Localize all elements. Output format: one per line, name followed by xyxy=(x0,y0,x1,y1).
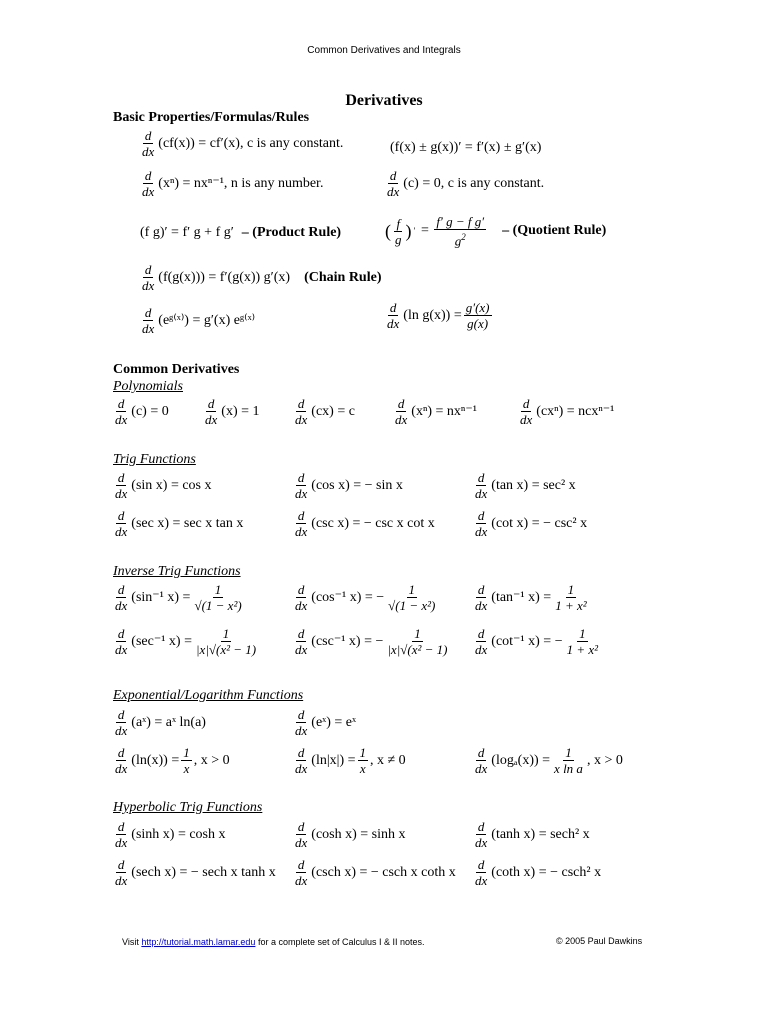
ddx-num: d xyxy=(297,626,305,641)
ddx-num: d xyxy=(477,745,485,760)
formula-text: (cos⁻¹ x) = − xyxy=(311,590,385,605)
trig-heading: Trig Functions xyxy=(113,452,196,467)
ddx-num: d xyxy=(522,396,530,411)
frac-num: 1 xyxy=(214,582,222,597)
ddx-den: dx xyxy=(475,835,488,850)
footer-visit: Visit xyxy=(122,937,139,947)
frac-den: 1 + x² xyxy=(566,642,599,657)
ddx-den: dx xyxy=(295,835,308,850)
page-title: Derivatives xyxy=(345,92,423,109)
deriv-xn xyxy=(393,396,477,427)
ddx-den: dx xyxy=(295,412,308,427)
rule-quotient: ( f g ) ′ = $\frac{\text{f′ g − f g′}}{g^2}$ – (Quotient Rule) xyxy=(385,214,607,249)
deriv-arcsec xyxy=(113,626,258,657)
frac-den: √(1 − x²) xyxy=(388,598,436,613)
ddx-den: dx xyxy=(142,278,155,293)
footer-rest: for a complete set of Calculus I & II notes. xyxy=(257,937,425,947)
frac-num: 1 xyxy=(565,745,572,760)
formula-text: (csc⁻¹ x) = − xyxy=(311,634,384,649)
ddx-den: dx xyxy=(295,723,308,738)
rule-constant-multiple xyxy=(140,128,343,159)
frac-den: |x|√(x² − 1) xyxy=(387,642,448,657)
ddx-den: dx xyxy=(115,412,128,427)
ddx-num: d xyxy=(297,745,305,760)
ddx-num: d xyxy=(477,508,485,523)
ddx-num: d xyxy=(297,582,305,597)
rule-product xyxy=(140,225,341,241)
deriv-ex xyxy=(293,707,356,738)
condition-text: , x > 0 xyxy=(586,752,623,768)
ddx-den: dx xyxy=(475,598,488,613)
ddx-den: dx xyxy=(115,723,128,738)
deriv-sin xyxy=(113,470,212,501)
deriv-coth xyxy=(473,857,601,888)
ddx-den: dx xyxy=(142,144,155,159)
ddx-den: dx xyxy=(475,524,488,539)
rule-label: – (Quotient Rule) xyxy=(502,223,607,239)
ddx-num: d xyxy=(477,819,485,834)
deriv-arcsin xyxy=(113,582,244,613)
ddx-num: d xyxy=(297,508,305,523)
deriv-arccos xyxy=(293,582,437,613)
formula-text: (cos x) = − sin x xyxy=(311,477,403,493)
deriv-sec xyxy=(113,508,243,539)
ddx-num: d xyxy=(297,819,305,834)
ddx-num: d xyxy=(297,857,305,872)
deriv-tan xyxy=(473,470,576,501)
ddx-num: d xyxy=(477,626,485,641)
ddx-num: d xyxy=(144,262,152,277)
formula-text: (eˣ) = eˣ xyxy=(311,714,357,730)
ddx-num: d xyxy=(117,626,125,641)
page-header: Common Derivatives and Integrals xyxy=(307,45,461,56)
deriv-ln-abs xyxy=(293,745,406,776)
formula-text: (sin⁻¹ x) = xyxy=(131,590,191,605)
deriv-cos xyxy=(293,470,403,501)
ddx-num: d xyxy=(117,508,125,523)
formula-text: (sech x) = − sech x tanh x xyxy=(131,864,276,880)
formula-text: (csc x) = − csc x cot x xyxy=(311,515,435,531)
deriv-const xyxy=(113,396,169,427)
formula-text: (ln(x)) = xyxy=(131,752,180,768)
poly-heading: Polynomials xyxy=(113,379,183,394)
exp-heading: Exponential/Logarithm Functions xyxy=(113,688,304,703)
ddx-den: dx xyxy=(115,873,128,888)
ddx-num: d xyxy=(389,168,397,183)
ddx-den: dx xyxy=(387,316,400,331)
ddx-num: d xyxy=(144,128,152,143)
basic-heading: Basic Properties/Formulas/Rules xyxy=(113,110,310,125)
formula-text: (sinh x) = cosh x xyxy=(131,826,226,842)
frac-den: 1 + x² xyxy=(555,598,587,613)
ddx-num: d xyxy=(297,470,305,485)
deriv-arctan xyxy=(473,582,589,613)
ddx-den: dx xyxy=(475,873,488,888)
ddx-den: dx xyxy=(475,761,488,776)
footer-link[interactable]: http://tutorial.math.lamar.edu xyxy=(141,937,256,947)
copyright: © 2005 Paul Dawkins xyxy=(556,936,643,946)
formula-text: (ln|x|) = xyxy=(311,752,356,768)
deriv-arccot xyxy=(473,626,600,657)
ddx-num: d xyxy=(477,857,485,872)
rule-ln-g: $\frac{d}{dx}$ (ln g(x)) = $\frac{g'(x)}{g(x)}$ xyxy=(387,300,490,331)
ddx-num: d xyxy=(117,396,125,411)
rule-power xyxy=(140,168,323,199)
deriv-cosh xyxy=(293,819,406,850)
formula-text: (coth x) = − csch² x xyxy=(491,864,602,880)
ddx-num: d xyxy=(117,857,125,872)
deriv-tanh xyxy=(473,819,590,850)
formula-text: (c) = 0 xyxy=(131,403,169,419)
frac-num: 1 xyxy=(359,745,366,760)
deriv-csc xyxy=(293,508,435,539)
ddx-num: d xyxy=(144,305,152,320)
formula-text: (x) = 1 xyxy=(221,403,260,419)
frac-num: 1 xyxy=(222,626,230,641)
rule-label: (Chain Rule) xyxy=(304,269,382,285)
ddx-num: d xyxy=(477,582,485,597)
frac-num: 1 xyxy=(408,582,416,597)
frac-num: 1 xyxy=(567,582,575,597)
formula-text: (sec x) = sec x tan x xyxy=(131,515,244,531)
formula-text: (tan x) = sec² x xyxy=(491,477,576,493)
rule-text: (xⁿ) = nxⁿ⁻¹, n is any number. xyxy=(158,176,324,191)
rule-text: (ln g(x)) = xyxy=(403,307,462,323)
ddx-den: dx xyxy=(115,835,128,850)
ddx-num: d xyxy=(117,819,125,834)
deriv-arccsc xyxy=(293,626,450,657)
rule-exp-g xyxy=(140,305,255,336)
ddx-den: dx xyxy=(295,598,308,613)
ddx-den: dx xyxy=(387,184,400,199)
formula-text: (sin x) = cos x xyxy=(131,477,212,493)
deriv-ln xyxy=(113,745,230,776)
ddx-den: dx xyxy=(295,873,308,888)
deriv-csch xyxy=(293,857,456,888)
deriv-ax xyxy=(113,707,206,738)
ddx-den: dx xyxy=(115,598,128,613)
ddx-num: d xyxy=(389,300,397,315)
ddx-den: dx xyxy=(520,412,533,427)
ddx-den: dx xyxy=(142,321,155,336)
ddx-den: dx xyxy=(115,642,128,657)
rule-sum: (f(x) ± g(x))′ = f′(x) ± g′(x) xyxy=(390,140,542,155)
common-heading: Common Derivatives xyxy=(113,362,240,377)
ddx-num: d xyxy=(397,396,405,411)
rule-text: (f g)′ = f′ g + f g′ xyxy=(140,225,234,240)
formula-text: (aˣ) = aˣ ln(a) xyxy=(131,714,206,730)
deriv-sinh xyxy=(113,819,226,850)
inv-heading: Inverse Trig Functions xyxy=(113,564,241,579)
rule-text: (c) = 0, c is any constant. xyxy=(403,175,545,191)
frac-num: 1 xyxy=(183,745,190,760)
ddx-den: dx xyxy=(295,486,308,501)
rule-text: (eᵍ⁽ˣ⁾) = g′(x) eᵍ⁽ˣ⁾ xyxy=(158,313,256,328)
deriv-cot xyxy=(473,508,587,539)
frac-num: 1 xyxy=(414,626,421,641)
formula-text: (cot x) = − csc² x xyxy=(491,515,588,531)
frac-den: x ln a xyxy=(554,761,583,776)
rule-constant xyxy=(385,168,544,199)
ddx-num: d xyxy=(117,707,125,722)
ddx-den: dx xyxy=(115,761,128,776)
ddx-num: d xyxy=(117,470,125,485)
ddx-den: dx xyxy=(475,486,488,501)
deriv-sech xyxy=(113,857,276,888)
ddx-num: d xyxy=(117,745,125,760)
formula-text: (cx) = c xyxy=(311,403,355,419)
frac-den: |x|√(x² − 1) xyxy=(195,642,257,657)
ddx-num: d xyxy=(477,470,485,485)
deriv-cxn xyxy=(518,396,614,427)
formula-text: (tan⁻¹ x) = xyxy=(491,590,552,605)
frac-den: √(1 − x²) xyxy=(194,598,242,613)
rule-label: – (Product Rule) xyxy=(241,225,342,240)
condition-text: , x ≠ 0 xyxy=(370,752,406,768)
formula-text: (sec⁻¹ x) = xyxy=(131,634,192,649)
formula-text: (tanh x) = sech² x xyxy=(491,826,590,842)
condition-text: , x > 0 xyxy=(193,752,230,768)
frac-den: x xyxy=(359,761,366,776)
deriv-cx xyxy=(293,396,355,427)
rule-chain xyxy=(140,262,381,293)
formula-text: (csch x) = − csch x coth x xyxy=(311,864,456,880)
rule-text: (f(g(x))) = f′(g(x)) g′(x) xyxy=(158,269,291,285)
formula-text: (cxⁿ) = ncxⁿ⁻¹ xyxy=(536,404,615,419)
ddx-den: dx xyxy=(205,412,218,427)
ddx-den: dx xyxy=(115,486,128,501)
ddx-num: d xyxy=(117,582,125,597)
deriv-x xyxy=(203,396,260,427)
hyp-heading: Hyperbolic Trig Functions xyxy=(113,800,263,815)
formula-text: (cosh x) = sinh x xyxy=(311,826,406,842)
ddx-den: dx xyxy=(475,642,488,657)
ddx-num: d xyxy=(144,168,152,183)
frac-den: x xyxy=(183,761,190,776)
rule-text: (cf(x)) = cf′(x), c is any constant. xyxy=(158,135,344,151)
formula-text: (logₐ(x)) = xyxy=(491,752,551,768)
ddx-den: dx xyxy=(395,412,408,427)
ddx-den: dx xyxy=(295,761,308,776)
ddx-den: dx xyxy=(295,642,308,657)
ddx-num: d xyxy=(297,396,305,411)
deriv-log-a xyxy=(473,745,623,776)
frac-num: 1 xyxy=(579,626,586,641)
ddx-num: d xyxy=(207,396,215,411)
ddx-den: dx xyxy=(115,524,128,539)
ddx-num: d xyxy=(297,707,305,722)
formula-text: (xⁿ) = nxⁿ⁻¹ xyxy=(411,404,477,419)
footer-note xyxy=(122,937,425,947)
ddx-den: dx xyxy=(295,524,308,539)
ddx-den: dx xyxy=(142,184,155,199)
formula-text: (cot⁻¹ x) = − xyxy=(491,634,563,649)
